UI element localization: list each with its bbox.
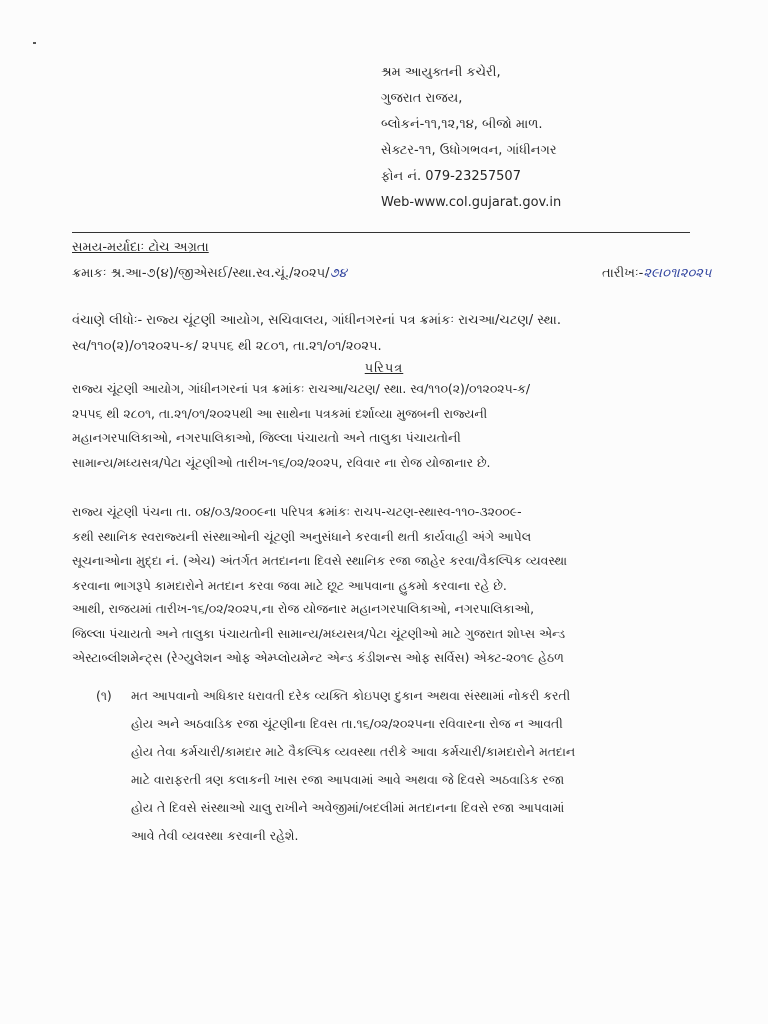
date-label: તારીખઃ- <box>602 266 644 281</box>
document-title: પરિપત્ર <box>364 361 404 376</box>
reference-handwritten: ૭૪ <box>329 266 347 281</box>
paragraph-line: એસ્ટાબ્લીશમેન્ટ્સ (રેગ્યુલેશન ઓફ એમ્પ્લોયમેન્ટ એન્ડ કંડીશન્સ ઓફ સર્વિસ) એક્ટ-૨૦૧૯ હેઠળ <box>72 650 564 665</box>
office-name: શ્રમ આયુક્તની કચેરી, <box>381 65 501 80</box>
item-line: હોય તેવા કર્મચારી/કામદાર માટે વૈકલ્પિક વ્યવસ્થા તરીકે આવા કર્મચારી/કામદારોને મતદાન <box>131 744 576 759</box>
item-number: (૧) <box>96 688 112 703</box>
item-line: માટે વારાફરતી ત્રણ કલાકની ખાસ રજા આપવામાં આવે અથવા જે દિવસે અઠવાડિક રજા <box>131 772 565 787</box>
read-reference <box>72 308 672 360</box>
item-line: મત આપવાનો અધિકાર ધરાવતી દરેક વ્યક્તિ કોઇપણ દુકાન અથવા સંસ્થામાં નોકરી કરતી <box>131 688 571 703</box>
reference-printed: ક્રમાકઃ શ્ર.આ-૭(૪)/જીએસઈ/સ્થા.સ્વ.ચૂં./૨૦૨૫/ <box>72 266 330 281</box>
paragraph-line: મહાનગરપાલિકાઓ, નગરપાલિકાઓ, જિલ્લા પંચાયતો અને તાલુકા પંચાયતોની <box>72 430 461 445</box>
paragraph-line: સૂચનાઓના મુદ્દા નં. (એચ) અંતર્ગત મતદાનના દિવસે સ્થાનિક રજા જાહેર કરવા/વૈકલ્પિક વ્યવસ્થા <box>72 553 568 568</box>
item-line: હોય અને અઠવાડિક રજા ચૂંટણીના દિવસ તા.૧૬/૦૨/૨૦૨૫ના રવિવારના રોજ ન આવતી <box>131 716 563 731</box>
office-address-block <box>381 60 741 216</box>
paragraph-1 <box>72 377 688 475</box>
reference-number <box>72 266 347 281</box>
paragraph-line: જિલ્લા પંચાયતો અને તાલુકા પંચાયતોની સામાન્ય/મધ્યસત્ર/પેટા ચૂંટણીઓ માટે ગુજરાત શોપ્સ એન્ડ <box>72 625 566 641</box>
office-sector: સેક્ટર-૧૧, ઉધોગભવન, ગાંધીનગર <box>381 143 557 158</box>
paragraph-line: કરવાના ભાગરૂપે કામદારોને મતદાન કરવા જવા માટે છૂટ આપવાના હુકમો કરવાના રહે છે. <box>72 577 507 593</box>
paragraph-3 <box>72 597 688 671</box>
item-line: આવે તેવી વ્યવસ્થા કરવાની રહેશે. <box>131 828 299 843</box>
paragraph-line: આથી, રાજયમાં તારીખ-૧૬/૦૨/૨૦૨૫,ના રોજ યોજનાર મહાનગરપાલિકાઓ, નગરપાલિકાઓ, <box>72 601 535 616</box>
read-line: વંચાણે લીધોઃ- રાજ્ય ચૂંટણી આયોગ, સચિવાલય, ગાંધીનગરનાં પત્ર ક્રમાંકઃ રાચઆ/ચટણ/ સ્થા. <box>72 313 561 328</box>
paragraph-2 <box>72 500 688 598</box>
issue-date <box>602 266 711 281</box>
paragraph-line: રાજ્ય ચૂંટણી આયોગ, ગાંધીનગરનાં પત્ર ક્રમાંકઃ રાચઆ/ચટણ/ સ્થા. સ્વ/૧૧૦(૨)/૦૧૨૦૨૫-ક/ <box>72 381 531 396</box>
office-phone: ફોન નં. 079-23257507 <box>381 169 521 184</box>
header-divider <box>72 232 690 233</box>
time-limit: સમય-મર્યાદાઃ ટોચ અગ્રતા <box>72 240 209 255</box>
paragraph-line: કથી સ્થાનિક સ્વરાજ્યની સંસ્થાઓની ચૂંટણી અનુસંધાને કરવાની થતી કાર્યવાહી અંગે આપેલ <box>72 528 532 544</box>
paragraph-line: રાજ્ય ચૂંટણી પંચના તા. ૦૪/૦૩/૨૦૦૯ના પરિપત્ર ક્રમાંકઃ રાચપ-ચટણ-સ્થાસ્વ-૧૧૦-૩૨૦૦૯- <box>72 504 522 519</box>
office-state: ગુજરાત રાજય, <box>381 91 463 106</box>
office-website: Web-www.col.gujarat.gov.in <box>381 195 562 210</box>
scan-speck <box>33 42 36 44</box>
paragraph-line: ૨૫૫૬ થી ૨૮૦૧, તા.૨૧/૦૧/૨૦૨૫થી આ સાથેના પત્રકમાં દર્શાવ્યા મુજબની રાજ્યની <box>72 405 488 421</box>
date-handwritten: ૨૯।૦૧।૨૦૨૫ <box>643 266 712 281</box>
item-line: હોય તે દિવસે સંસ્થાઓ ચાલુ રાખીને અવેજીમાં/બદલીમાં મતદાનના દિવસે રજા આપવામાં <box>131 800 565 815</box>
office-block: બ્લોકનં-૧૧,૧૨,૧૪, બીજો માળ. <box>381 117 543 132</box>
item-body <box>131 682 575 850</box>
read-line: સ્વ/૧૧૦(૨)/૦૧૨૦૨૫-ક/ ૨૫૫૬ થી ૨૮૦૧, તા.૨૧/૦૧/૨૦૨૫. <box>72 339 382 354</box>
paragraph-line: સામાન્ય/મધ્યસત્ર/પેટા ચૂંટણીઓ તારીખ-૧૬/૦૨/૨૦૨૫, રવિવાર ના રોજ યોજાનાર છે. <box>72 454 491 470</box>
